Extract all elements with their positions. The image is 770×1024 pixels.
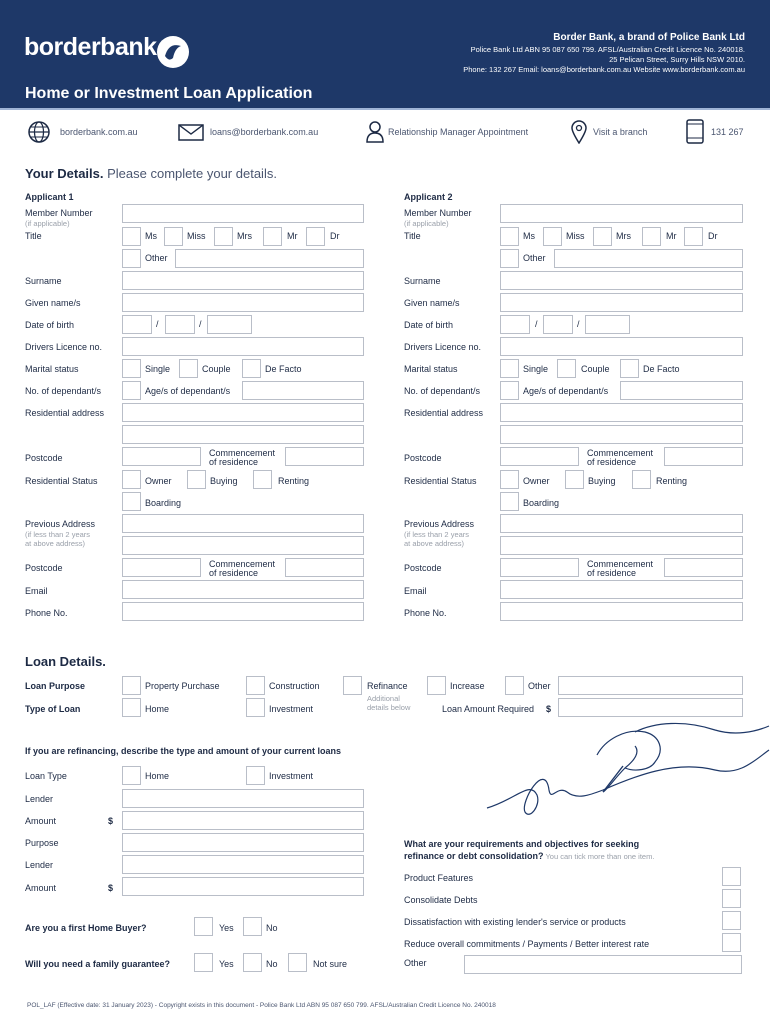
email-label: Email xyxy=(404,586,427,596)
prev-note: (if less than 2 years at above address) xyxy=(404,530,470,548)
page-title: Home or Investment Loan Application xyxy=(25,85,313,102)
a2-phone-input[interactable] xyxy=(500,602,743,621)
requirements-question-line-1: What are your requirements and objectives for seeking xyxy=(404,839,640,849)
a1-member-number-input[interactable] xyxy=(122,204,364,223)
lender-input-1[interactable] xyxy=(122,789,364,808)
person-icon xyxy=(366,121,384,143)
ages-label: Age/s of dependant/s xyxy=(145,386,231,396)
req-item-label: Consolidate Debts xyxy=(404,895,478,905)
a2-email-input[interactable] xyxy=(500,580,743,599)
a2-title-miss-checkbox[interactable] xyxy=(543,227,562,246)
postcode-label: Postcode xyxy=(25,453,63,463)
a2-member-number-input[interactable] xyxy=(500,204,743,223)
refinance-question: If you are refinancing, describe the type and amount of your current loans xyxy=(25,746,342,756)
req-other-input[interactable] xyxy=(464,955,742,974)
couple-label: Couple xyxy=(202,364,231,374)
if-applicable-note: (if applicable) xyxy=(25,219,70,228)
req-item-label: Product Features xyxy=(404,873,474,883)
signature-hand-illustration xyxy=(485,720,770,830)
purpose-other-checkbox[interactable] xyxy=(505,676,524,695)
commencement-label: Commencement of residence xyxy=(587,559,654,578)
title-dr-label: Dr xyxy=(708,231,718,241)
licence-label: Drivers Licence no. xyxy=(404,342,482,352)
licence-label: Drivers Licence no. xyxy=(25,342,103,352)
a2-licence-input[interactable] xyxy=(500,337,743,356)
brand-line: Border Bank, a brand of Police Bank Ltd xyxy=(553,32,745,43)
loan-type-field-label: Loan Type xyxy=(25,771,67,781)
purpose-other-label: Other xyxy=(528,681,551,691)
req-consolidate-checkbox[interactable] xyxy=(722,889,741,908)
a1-title-mr-checkbox[interactable] xyxy=(263,227,282,246)
yes-label: Yes xyxy=(219,959,234,969)
title-miss-label: Miss xyxy=(566,231,585,241)
header-banner xyxy=(0,0,770,110)
logo-icon xyxy=(155,34,191,70)
title-label: Title xyxy=(25,231,42,241)
a2-title-mrs-checkbox[interactable] xyxy=(593,227,612,246)
owner-label: Owner xyxy=(523,476,550,486)
location-pin-icon xyxy=(571,120,587,144)
yes-label: Yes xyxy=(219,923,234,933)
prev-address-label: Previous Address xyxy=(25,519,96,529)
lender-label: Lender xyxy=(25,794,54,804)
guarantee-question: Will you need a family guarantee? xyxy=(25,959,170,969)
guarantee-no-checkbox[interactable] xyxy=(243,953,262,972)
email-label: Email xyxy=(25,586,48,596)
a1-renting-checkbox[interactable] xyxy=(253,470,272,489)
req-dissatisfaction-checkbox[interactable] xyxy=(722,911,741,930)
loan-type-label: Type of Loan xyxy=(25,704,81,714)
a1-phone-input[interactable] xyxy=(122,602,364,621)
purpose-construction-checkbox[interactable] xyxy=(246,676,265,695)
single-label: Single xyxy=(145,364,171,374)
commencement-label: Commencement of residence xyxy=(587,448,654,467)
a2-prev-address-input-1[interactable] xyxy=(500,514,743,533)
buying-label: Buying xyxy=(210,476,238,486)
boarding-label: Boarding xyxy=(523,498,560,508)
member-number-label: Member Number xyxy=(404,208,472,218)
title-mr-label: Mr xyxy=(287,231,298,241)
surname-label: Surname xyxy=(404,276,441,286)
title-mrs-label: Mrs xyxy=(616,231,631,241)
a1-title-other-input[interactable] xyxy=(175,249,364,268)
title-other-label: Other xyxy=(523,253,546,263)
licence-line: Police Bank Ltd ABN 95 087 650 799. AFSL/Australian Credit Licence No. 240018. xyxy=(470,45,745,54)
dependants-label: No. of dependant/s xyxy=(25,386,102,396)
a2-buying-checkbox[interactable] xyxy=(565,470,584,489)
a1-prev-commencement-input[interactable] xyxy=(285,558,364,577)
title-other-label: Other xyxy=(145,253,168,263)
email-link[interactable]: loans@borderbank.com.au xyxy=(210,127,319,137)
phone-label: Phone No. xyxy=(404,608,447,618)
a1-dob-day-input[interactable] xyxy=(122,315,152,334)
purpose-input[interactable] xyxy=(122,833,364,852)
dob-slash: / xyxy=(199,319,202,329)
current-home-label: Home xyxy=(145,771,170,781)
branch-link[interactable]: Visit a branch xyxy=(593,127,648,137)
details-heading: Your Details. Please complete your details. xyxy=(25,166,277,181)
phone-link[interactable]: 131 267 xyxy=(711,127,744,137)
postcode-label: Postcode xyxy=(404,563,442,573)
a2-prev-postcode-input[interactable] xyxy=(500,558,579,577)
marital-label: Marital status xyxy=(25,364,79,374)
a2-prev-address-input-2[interactable] xyxy=(500,536,743,555)
purpose-field-label: Purpose xyxy=(25,838,59,848)
a1-prev-address-input-1[interactable] xyxy=(122,514,364,533)
a2-title-other-checkbox[interactable] xyxy=(500,249,519,268)
req-reduce-checkbox[interactable] xyxy=(722,933,741,952)
a1-commencement-input[interactable] xyxy=(285,447,364,466)
purpose-increase-label: Increase xyxy=(450,681,485,691)
a1-res-address-input-2[interactable] xyxy=(122,425,364,444)
amount-required-input[interactable] xyxy=(558,698,743,717)
no-label: No xyxy=(266,923,278,933)
requirements-question-line-2: refinance or debt consolidation? You can tick more than one item. xyxy=(404,851,655,861)
dob-label: Date of birth xyxy=(404,320,454,330)
a1-email-input[interactable] xyxy=(122,580,364,599)
buying-label: Buying xyxy=(588,476,616,486)
a2-defacto-checkbox[interactable] xyxy=(620,359,639,378)
res-address-label: Residential address xyxy=(404,408,484,418)
a1-prev-postcode-input[interactable] xyxy=(122,558,201,577)
renting-label: Renting xyxy=(656,476,688,486)
amount-input-1[interactable] xyxy=(122,811,364,830)
a1-title-miss-checkbox[interactable] xyxy=(164,227,183,246)
a2-title-other-input[interactable] xyxy=(554,249,743,268)
a2-dob-year-input[interactable] xyxy=(585,315,630,334)
address-line: 25 Pelican Street, Surry Hills NSW 2010. xyxy=(609,55,745,64)
a2-couple-checkbox[interactable] xyxy=(557,359,576,378)
additional-details-note: Additional details below xyxy=(367,694,411,712)
first-home-question: Are you a first Home Buyer? xyxy=(25,923,147,933)
loan-purpose-label: Loan Purpose xyxy=(25,681,86,691)
a1-buying-checkbox[interactable] xyxy=(187,470,206,489)
owner-label: Owner xyxy=(145,476,172,486)
a2-boarding-checkbox[interactable] xyxy=(500,492,519,511)
a1-dob-month-input[interactable] xyxy=(165,315,195,334)
surname-label: Surname xyxy=(25,276,62,286)
phone-label: Phone No. xyxy=(25,608,68,618)
globe-icon xyxy=(27,120,51,144)
no-label: No xyxy=(266,959,278,969)
guarantee-yes-checkbox[interactable] xyxy=(194,953,213,972)
type-home-label: Home xyxy=(145,704,170,714)
a1-single-checkbox[interactable] xyxy=(122,359,141,378)
a1-defacto-checkbox[interactable] xyxy=(242,359,261,378)
ages-label: Age/s of dependant/s xyxy=(523,386,609,396)
type-home-checkbox[interactable] xyxy=(122,698,141,717)
a2-ages-input[interactable] xyxy=(620,381,743,400)
dollar-sign: $ xyxy=(108,883,114,893)
a2-single-checkbox[interactable] xyxy=(500,359,519,378)
purpose-other-input[interactable] xyxy=(558,676,743,695)
prev-address-label: Previous Address xyxy=(404,519,475,529)
purpose-construction-label: Construction xyxy=(269,681,320,691)
dob-slash: / xyxy=(535,319,538,329)
a1-postcode-input[interactable] xyxy=(122,447,201,466)
lender-label: Lender xyxy=(25,860,54,870)
a1-ages-input[interactable] xyxy=(242,381,364,400)
a2-res-address-input-1[interactable] xyxy=(500,403,743,422)
res-address-label: Residential address xyxy=(25,408,105,418)
dob-slash: / xyxy=(156,319,159,329)
marital-label: Marital status xyxy=(404,364,458,374)
given-names-label: Given name/s xyxy=(404,298,460,308)
not-sure-label: Not sure xyxy=(313,959,348,969)
req-other-label: Other xyxy=(404,958,427,968)
prev-note: (if less than 2 years at above address) xyxy=(25,530,91,548)
loan-heading: Loan Details. xyxy=(25,654,106,669)
phone-line: Phone: 132 267 Email: loans@borderbank.com.au Website www.borderbank.com.au xyxy=(463,65,745,74)
first-home-no-checkbox[interactable] xyxy=(243,917,262,936)
current-home-checkbox[interactable] xyxy=(122,766,141,785)
current-investment-checkbox[interactable] xyxy=(246,766,265,785)
type-investment-label: Investment xyxy=(269,704,314,714)
a1-given-names-input[interactable] xyxy=(122,293,364,312)
a2-owner-checkbox[interactable] xyxy=(500,470,519,489)
brand-logo-text: borderbank xyxy=(24,33,157,61)
amount-required-label: Loan Amount Required xyxy=(442,704,535,714)
dob-slash: / xyxy=(577,319,580,329)
title-label: Title xyxy=(404,231,421,241)
a2-dob-month-input[interactable] xyxy=(543,315,573,334)
postcode-label: Postcode xyxy=(404,453,442,463)
renting-label: Renting xyxy=(278,476,310,486)
current-investment-label: Investment xyxy=(269,771,314,781)
mobile-phone-icon xyxy=(686,119,704,144)
postcode-label: Postcode xyxy=(25,563,63,573)
a1-boarding-checkbox[interactable] xyxy=(122,492,141,511)
commencement-label: Commencement of residence xyxy=(209,448,276,467)
a1-title-mrs-checkbox[interactable] xyxy=(214,227,233,246)
a1-res-address-input-1[interactable] xyxy=(122,403,364,422)
req-item-label: Dissatisfaction with existing lender's service or products xyxy=(404,917,626,927)
a2-title-dr-checkbox[interactable] xyxy=(684,227,703,246)
title-ms-label: Ms xyxy=(523,231,535,241)
req-item-label: Reduce overall commitments / Payments / Better interest rate xyxy=(404,939,650,949)
lender-input-2[interactable] xyxy=(122,855,364,874)
mail-icon xyxy=(178,124,204,141)
a1-owner-checkbox[interactable] xyxy=(122,470,141,489)
first-home-yes-checkbox[interactable] xyxy=(194,917,213,936)
a2-dob-day-input[interactable] xyxy=(500,315,530,334)
title-mr-label: Mr xyxy=(666,231,677,241)
manager-link[interactable]: Relationship Manager Appointment xyxy=(388,127,529,137)
dollar-sign: $ xyxy=(546,704,552,714)
a2-title-ms-checkbox[interactable] xyxy=(500,227,519,246)
a1-title-dr-checkbox[interactable] xyxy=(306,227,325,246)
title-ms-label: Ms xyxy=(145,231,157,241)
type-investment-checkbox[interactable] xyxy=(246,698,265,717)
title-miss-label: Miss xyxy=(187,231,206,241)
applicant-1-heading: Applicant 1 xyxy=(25,192,74,202)
a1-dob-year-input[interactable] xyxy=(207,315,252,334)
a2-postcode-input[interactable] xyxy=(500,447,579,466)
footer-text: POL_LAF (Effective date: 31 January 2023) - Copyright exists in this document - Police Bank Ltd ABN 95 087 650 799. AFSL/Australian Credit Licence No. 240018 xyxy=(27,1002,496,1009)
couple-label: Couple xyxy=(581,364,610,374)
a2-title-mr-checkbox[interactable] xyxy=(642,227,661,246)
purpose-refinance-label: Refinance xyxy=(367,681,408,691)
if-applicable-note: (if applicable) xyxy=(404,219,449,228)
purpose-property-checkbox[interactable] xyxy=(122,676,141,695)
res-status-label: Residential Status xyxy=(25,476,98,486)
defacto-label: De Facto xyxy=(265,364,302,374)
a2-commencement-input[interactable] xyxy=(664,447,743,466)
purpose-increase-checkbox[interactable] xyxy=(427,676,446,695)
a1-dependants-input[interactable] xyxy=(122,381,141,400)
amount-label: Amount xyxy=(25,883,57,893)
amount-input-2[interactable] xyxy=(122,877,364,896)
dob-label: Date of birth xyxy=(25,320,75,330)
applicant-2-heading: Applicant 2 xyxy=(404,192,453,202)
boarding-label: Boarding xyxy=(145,498,182,508)
member-number-label: Member Number xyxy=(25,208,93,218)
website-link[interactable]: borderbank.com.au xyxy=(60,127,138,137)
a1-surname-input[interactable] xyxy=(122,271,364,290)
req-product-features-checkbox[interactable] xyxy=(722,867,741,886)
given-names-label: Given name/s xyxy=(25,298,81,308)
a1-licence-input[interactable] xyxy=(122,337,364,356)
a1-couple-checkbox[interactable] xyxy=(179,359,198,378)
a1-title-other-checkbox[interactable] xyxy=(122,249,141,268)
a2-renting-checkbox[interactable] xyxy=(632,470,651,489)
a2-prev-commencement-input[interactable] xyxy=(664,558,743,577)
title-dr-label: Dr xyxy=(330,231,340,241)
defacto-label: De Facto xyxy=(643,364,680,374)
commencement-label: Commencement of residence xyxy=(209,559,276,578)
res-status-label: Residential Status xyxy=(404,476,477,486)
purpose-property-label: Property Purchase xyxy=(145,681,220,691)
dependants-label: No. of dependant/s xyxy=(404,386,481,396)
amount-label: Amount xyxy=(25,816,57,826)
a1-prev-address-input-2[interactable] xyxy=(122,536,364,555)
purpose-refinance-checkbox[interactable] xyxy=(343,676,362,695)
a2-given-names-input[interactable] xyxy=(500,293,743,312)
dollar-sign: $ xyxy=(108,816,114,826)
single-label: Single xyxy=(523,364,549,374)
a1-title-ms-checkbox[interactable] xyxy=(122,227,141,246)
a2-res-address-input-2[interactable] xyxy=(500,425,743,444)
a2-surname-input[interactable] xyxy=(500,271,743,290)
title-mrs-label: Mrs xyxy=(237,231,252,241)
a2-dependants-input[interactable] xyxy=(500,381,519,400)
guarantee-not-sure-checkbox[interactable] xyxy=(288,953,307,972)
